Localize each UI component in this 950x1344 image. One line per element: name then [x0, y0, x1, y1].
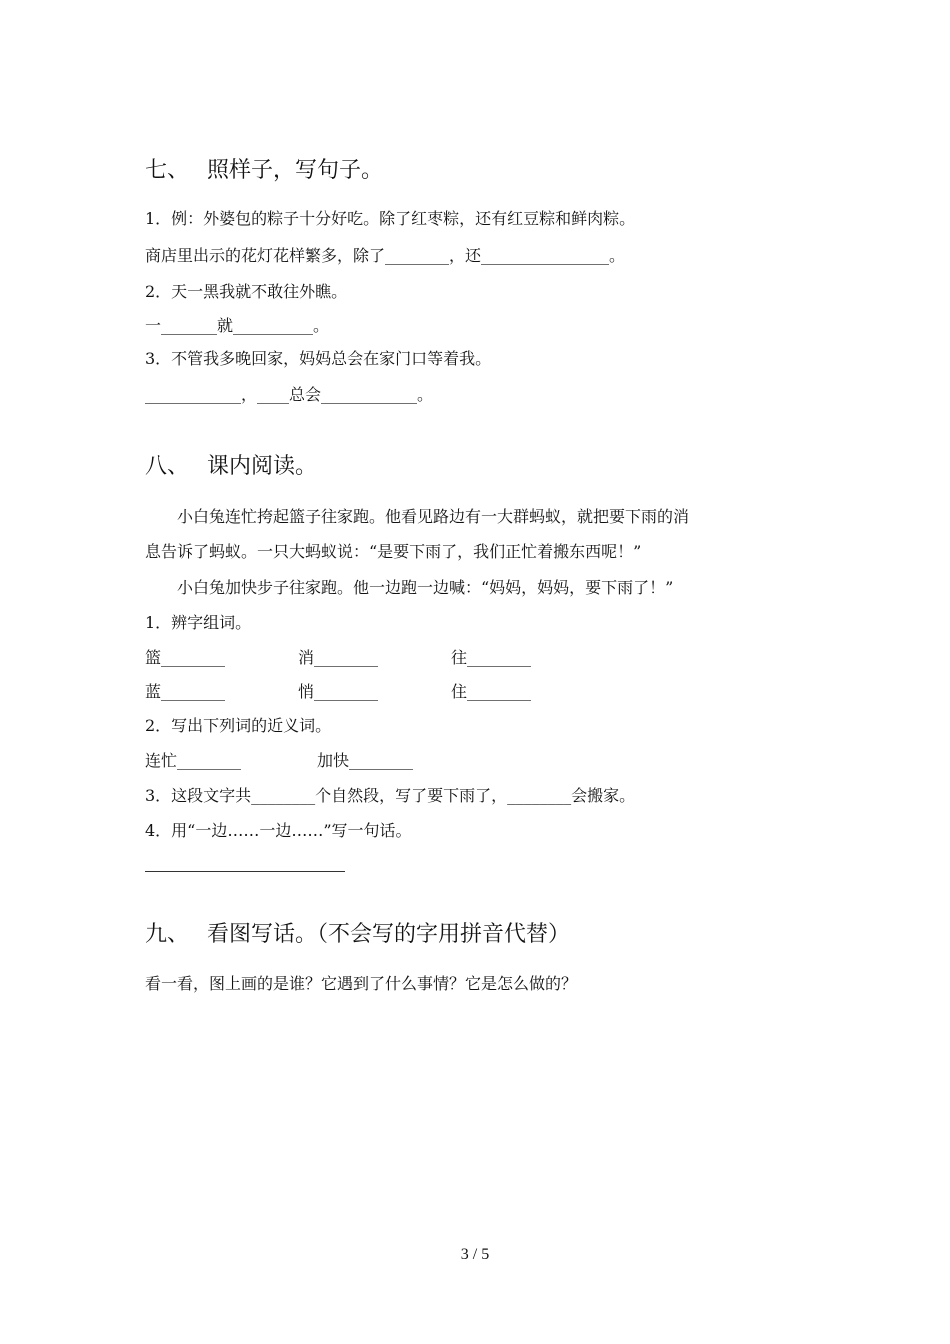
s8-q2: 2．写出下列词的近义词。	[145, 716, 332, 735]
s8-q2-item2: 加快________	[317, 751, 414, 770]
s8-q4: 4．用“一边……一边……”写一句话。	[145, 821, 412, 840]
s8-q1-row2-item1: 蓝________	[145, 682, 226, 701]
s8-q1-row1-item3: 往________	[451, 648, 532, 667]
section9-heading	[145, 920, 570, 950]
s9-prompt: 看一看，图上画的是谁？它遇到了什么事情？它是怎么做的？	[145, 974, 578, 993]
s8-q3: 3．这段文字共________个自然段，写了要下雨了，________会搬家。	[145, 786, 636, 805]
s8-q1-row1-item2: 消________	[298, 648, 379, 667]
s8-q4-answer-line	[145, 871, 345, 872]
s8-passage-line3: 小白兔加快步子往家跑。他一边跑一边喊：“妈妈，妈妈，要下雨了！”	[177, 578, 674, 597]
section7-number: 七、	[145, 158, 190, 183]
s8-passage-line2: 息告诉了蚂蚁。一只大蚂蚁说：“是要下雨了，我们正忙着搬东西呢！”	[145, 542, 642, 561]
section8-title: 课内阅读。	[207, 454, 318, 479]
section9-number: 九、	[145, 922, 190, 947]
s7-q1-fill: 商店里出示的花灯花样繁多，除了________，还________________。	[145, 246, 626, 265]
s8-q2-item1: 连忙________	[145, 751, 242, 770]
s7-q2-example: 2．天一黑我就不敢往外瞧。	[145, 282, 348, 301]
s8-q1-row2-item2: 悄________	[298, 682, 379, 701]
section8-heading	[145, 452, 317, 482]
section7-heading	[145, 156, 383, 186]
section9-title: 看图写话。（不会写的字用拼音代替）	[207, 922, 571, 947]
s7-q3-fill: ____________，____总会____________。	[145, 385, 434, 404]
s7-q2-fill: 一_______就__________。	[145, 316, 330, 335]
s7-q1-example: 1．例：外婆包的粽子十分好吃。除了红枣粽，还有红豆粽和鲜肉粽。	[145, 209, 636, 228]
page-number: 3 / 5	[460, 1246, 490, 1263]
s8-q1: 1．辨字组词。	[145, 613, 252, 632]
section7-title: 照样子，写句子。	[207, 158, 384, 183]
s7-q3-example: 3．不管我多晚回家，妈妈总会在家门口等着我。	[145, 349, 492, 368]
section8-number: 八、	[145, 454, 190, 479]
s8-q1-row1-item1: 篮________	[145, 648, 226, 667]
s8-q1-row2-item3: 住________	[451, 682, 532, 701]
s8-passage-line1: 小白兔连忙挎起篮子往家跑。他看见路边有一大群蚂蚁，就把要下雨的消	[177, 507, 690, 526]
